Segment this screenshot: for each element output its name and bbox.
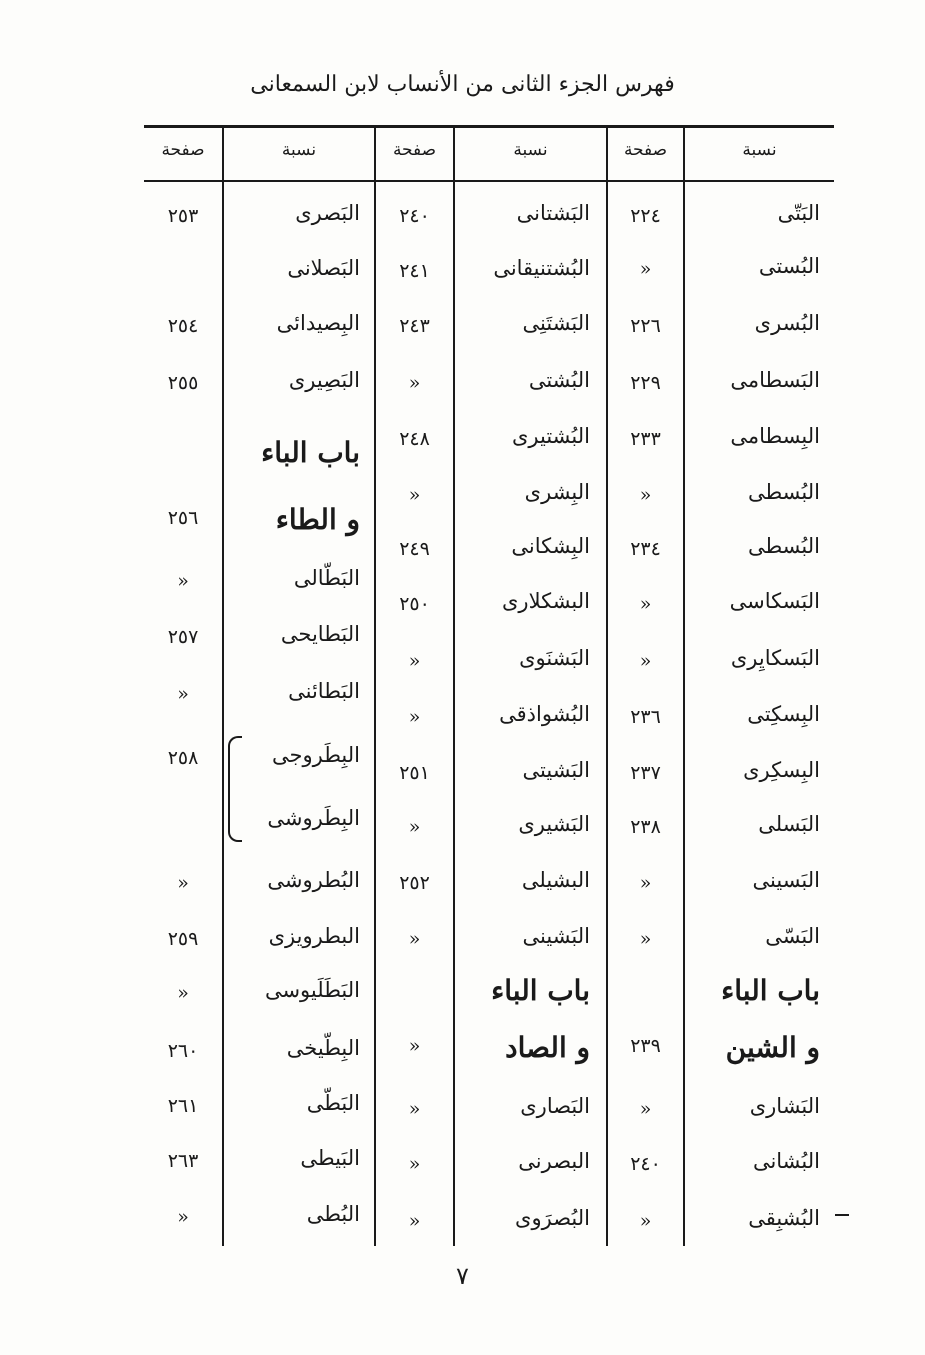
header-nisba-middle: نسبة <box>513 140 548 160</box>
page-ref: ٢٣٧ <box>630 762 661 784</box>
page-ref: ٢٥٦ <box>167 507 199 529</box>
page-ref: ٢٥٨ <box>167 747 199 769</box>
nisba-entry: البَشارى <box>749 1094 820 1118</box>
page-ref: ٢٣٩ <box>630 1035 661 1057</box>
page-ref: ٢٢٩ <box>630 372 661 394</box>
page-ref: « <box>408 1035 421 1057</box>
page-ref: ٢٣٦ <box>630 706 661 728</box>
header-nisba-left: نسبة <box>281 140 317 160</box>
nisba-entry: و الشين <box>725 1031 820 1064</box>
page-ref: « <box>639 484 652 506</box>
page-ref: « <box>408 1153 421 1175</box>
page-ref: « <box>408 706 421 728</box>
nisba-entry: البِطّيخى <box>286 1036 360 1060</box>
nisba-entry: البَشيرى <box>518 812 590 836</box>
page-ref: ٢٤٠ <box>399 205 430 227</box>
nisba-entry: البَسطامى <box>730 368 820 392</box>
nisba-entry: البِصيدائى <box>276 311 360 335</box>
nisba-entry: البَسينى <box>752 868 820 892</box>
nisba-entry: البَشيتى <box>522 758 590 782</box>
nisba-entry: البَيطى <box>300 1146 360 1170</box>
nisba-entry: البَطائنى <box>288 679 360 703</box>
page-ref: « <box>639 593 652 615</box>
page-ref: « <box>408 650 421 672</box>
nisba-entry: البَطايحى <box>280 622 360 646</box>
page-ref: « <box>408 484 421 506</box>
page-ref: « <box>639 1210 652 1232</box>
nisba-entry: البُشبِقى <box>748 1206 820 1230</box>
page-ref: ٢٦٠ <box>167 1040 199 1062</box>
page-ref: ٢٣٨ <box>630 816 661 838</box>
nisba-entry: البُشانى <box>752 1149 820 1173</box>
nisba-entry: و الصاد <box>505 1031 590 1064</box>
page-ref: ٢٢٦ <box>630 315 661 337</box>
page-ref: ٢٢٤ <box>630 205 661 227</box>
nisba-entry: البصرنى <box>518 1149 590 1173</box>
nisba-entry: البَسلى <box>758 812 820 836</box>
nisba-entry: باب الباء <box>721 974 820 1007</box>
page-ref: ٢٤٩ <box>399 538 430 560</box>
page-ref: « <box>639 872 652 894</box>
nisba-entry: البُشتى <box>528 368 590 392</box>
column-divider <box>683 126 685 1246</box>
nisba-entry: البَسكاسى <box>729 589 820 613</box>
nisba-entry: البطرويزى <box>268 924 360 948</box>
page-ref: « <box>177 872 189 894</box>
page-ref: « <box>408 1210 421 1232</box>
header-page-middle: صفحة <box>392 140 437 160</box>
nisba-entry: البَسكايِرى <box>730 646 820 670</box>
nisba-entry: البُستى <box>758 254 820 278</box>
nisba-entry: البُشتنيقانى <box>493 256 590 280</box>
nisba-entry: البَصلانى <box>287 256 360 280</box>
page-ref: ٢٥٠ <box>399 593 430 615</box>
nisba-entry: البِشرى <box>524 480 590 504</box>
nisba-entry: البَصارى <box>520 1094 590 1118</box>
page-ref: « <box>408 1098 421 1120</box>
page-ref: « <box>177 982 189 1004</box>
column-divider <box>453 126 455 1246</box>
header-page-right: صفحة <box>623 140 668 160</box>
nisba-entry: البُطى <box>306 1202 360 1226</box>
nisba-entry: البشكلارى <box>501 589 590 613</box>
nisba-entry: البَسّى <box>765 924 820 948</box>
nisba-entry: باب الباء <box>491 974 590 1007</box>
page-ref: ٢٥٣ <box>167 205 199 227</box>
nisba-entry: البَشينى <box>522 924 590 948</box>
page-ref: ٢٥٥ <box>167 372 199 394</box>
nisba-entry: و الطاء <box>275 503 360 536</box>
nisba-entry: البِسكِتى <box>747 702 820 726</box>
nisba-entry: البُسرى <box>754 311 820 335</box>
page-ref: ٢٥٤ <box>167 315 199 337</box>
nisba-entry: البُطروشى <box>267 868 360 892</box>
page-ref: « <box>177 683 189 705</box>
header-page-left: صفحة <box>161 140 205 160</box>
nisba-entry: البشيلى <box>521 868 590 892</box>
page-ref: ٢٤١ <box>399 260 430 282</box>
nisba-entry: البَشتَنِى <box>522 311 590 335</box>
nisba-entry: البِشكانى <box>511 534 590 558</box>
page-title: فهرس الجزء الثانى من الأنساب لابن السمعانى <box>250 72 675 97</box>
page-ref: ٢٦١ <box>167 1095 199 1117</box>
page-ref: ٢٥٢ <box>399 872 430 894</box>
nisba-entry: البُسطى <box>747 480 820 504</box>
column-divider <box>374 126 376 1246</box>
page-ref: « <box>408 372 421 394</box>
nisba-entry: البَصرى <box>295 201 360 225</box>
page-ref: « <box>177 570 189 592</box>
nisba-entry: البَتّى <box>777 201 820 225</box>
nisba-entry: باب الباء <box>261 436 360 469</box>
page-ref: ٢٣٤ <box>630 538 661 560</box>
nisba-entry: البَطّالى <box>293 566 360 590</box>
bracket <box>228 736 242 842</box>
margin-dash <box>835 1214 849 1216</box>
nisba-entry: البِطَروجى <box>271 743 360 767</box>
page-ref: ٢٣٣ <box>630 428 661 450</box>
page-ref: « <box>408 816 421 838</box>
column-divider <box>606 126 608 1246</box>
page-ref: « <box>639 1098 652 1120</box>
page-ref: « <box>177 1206 189 1228</box>
page-ref: « <box>639 650 652 672</box>
page-ref: ٢٦٣ <box>167 1150 199 1172</box>
nisba-entry: البُسطى <box>747 534 820 558</box>
nisba-entry: البَشنَوى <box>519 646 590 670</box>
page-ref: « <box>639 258 652 280</box>
header-nisba-right: نسبة <box>742 140 777 160</box>
nisba-entry: البَطَلَيوسى <box>264 978 360 1002</box>
header-bottom-rule <box>144 180 834 182</box>
page-ref: ٢٤٣ <box>399 315 430 337</box>
page-ref: ٢٥٧ <box>167 626 199 648</box>
nisba-entry: البَصِيرى <box>288 368 360 392</box>
nisba-entry: البُصرَوى <box>515 1206 590 1230</box>
nisba-entry: البُشواذقى <box>499 702 590 726</box>
page-number: ٧ <box>456 1262 469 1290</box>
nisba-entry: البُشتيرى <box>511 424 590 448</box>
page-ref: ٢٥١ <box>399 762 430 784</box>
nisba-entry: البِسطامى <box>730 424 820 448</box>
page-ref: ٢٥٩ <box>167 928 199 950</box>
page-ref: ٢٤٠ <box>630 1153 661 1175</box>
page-ref: ٢٤٨ <box>399 428 430 450</box>
page-ref: « <box>639 928 652 950</box>
column-divider <box>222 126 224 1246</box>
page-ref: « <box>408 928 421 950</box>
nisba-entry: البَشتانى <box>516 201 590 225</box>
header-top-rule <box>144 125 834 128</box>
nisba-entry: البِسكِرى <box>743 758 820 782</box>
nisba-entry: البَطّى <box>306 1091 360 1115</box>
nisba-entry: البِطَروشى <box>267 806 360 830</box>
